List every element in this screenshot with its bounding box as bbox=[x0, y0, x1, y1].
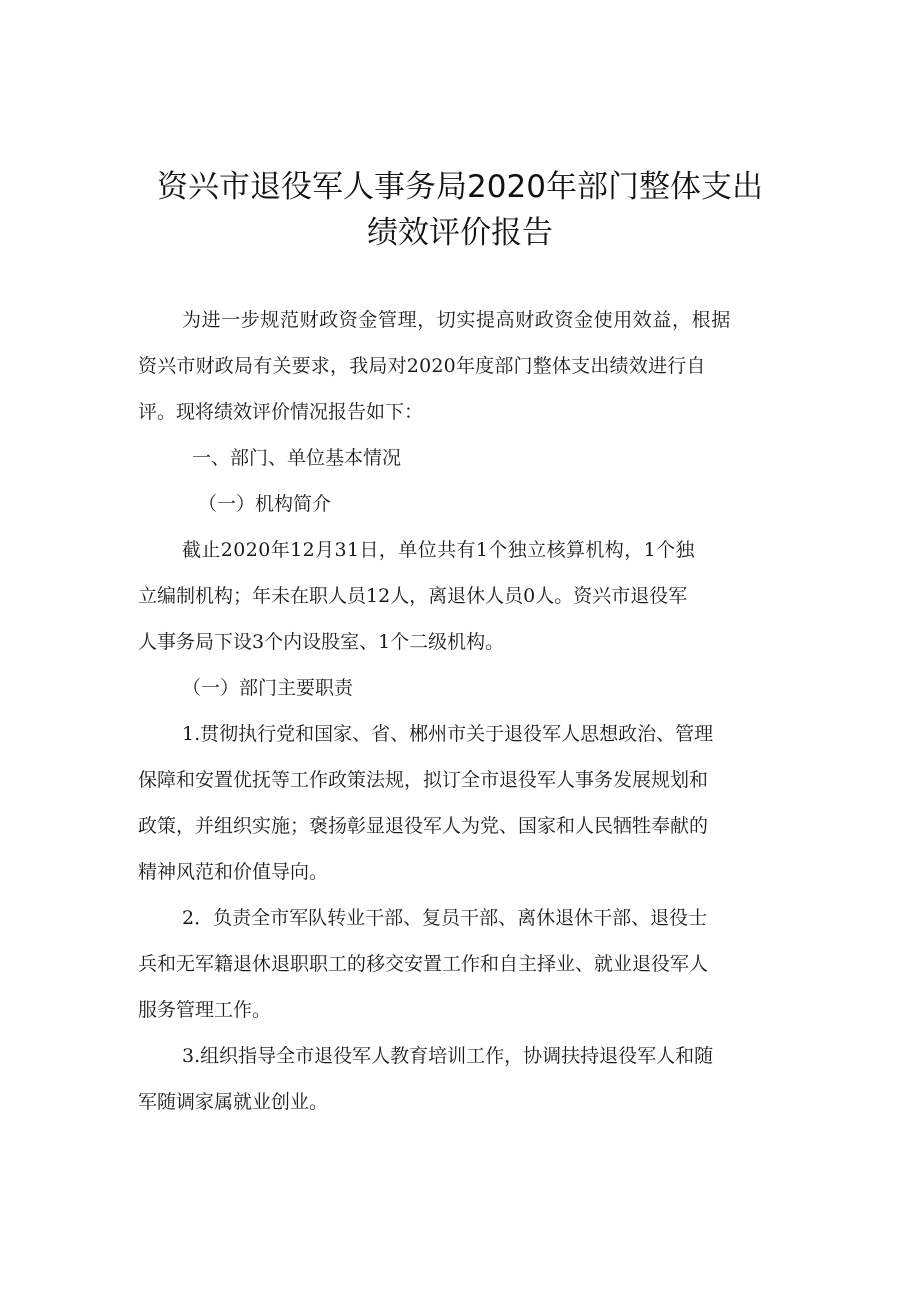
text-line: 为进一步规范财政资金管理，切实提高财政资金使用效益，根据 bbox=[182, 309, 731, 331]
text-line: 精神风范和价值导向。 bbox=[138, 861, 329, 883]
text-line: 1.贯彻执行党和国家、省、郴州市关于退役军人思想政治、管理 bbox=[182, 723, 714, 745]
text-line: 兵和无军籍退休退职职工的移交安置工作和自主择业、就业退役军人 bbox=[138, 953, 709, 975]
document-title-line-1: 资兴市退役军人事务局2020年部门整体支出 bbox=[157, 169, 763, 205]
section-heading-text: 一、部门、单位基本情况 bbox=[192, 447, 402, 469]
text-line: 3.组织指导全市退役军人教育培训工作，协调扶持退役军人和随 bbox=[182, 1045, 714, 1067]
text-line: 人事务局下设3个内设股室、1个二级机构。 bbox=[138, 631, 505, 653]
subsection-heading-text: （一）部门主要职责 bbox=[182, 677, 354, 699]
text-line: 2．负责全市军队转业干部、复员干部、离休退休干部、退役士 bbox=[182, 907, 708, 929]
text-line: 服务管理工作。 bbox=[138, 999, 272, 1021]
text-line: 截止2020年12月31日，单位共有1个独立核算机构，1个独 bbox=[182, 539, 695, 561]
text-line: 评。现将绩效评价情况报告如下： bbox=[138, 401, 424, 423]
subsection-heading-text: （一）机构简介 bbox=[198, 493, 332, 515]
text-line: 军随调家属就业创业。 bbox=[138, 1091, 329, 1113]
text-line: 立编制机构；年未在职人员12人，离退休人员0人。资兴市退役军 bbox=[138, 585, 688, 607]
document-title-line-2: 绩效评价报告 bbox=[367, 215, 553, 251]
text-line: 保障和安置优抚等工作政策法规，拟订全市退役军人事务发展规划和 bbox=[138, 769, 709, 791]
text-line: 资兴市财政局有关要求，我局对2020年度部门整体支出绩效进行自 bbox=[138, 355, 706, 377]
text-line: 政策，并组织实施；褒扬彰显退役军人为党、国家和人民牺牲奉献的 bbox=[138, 815, 709, 837]
